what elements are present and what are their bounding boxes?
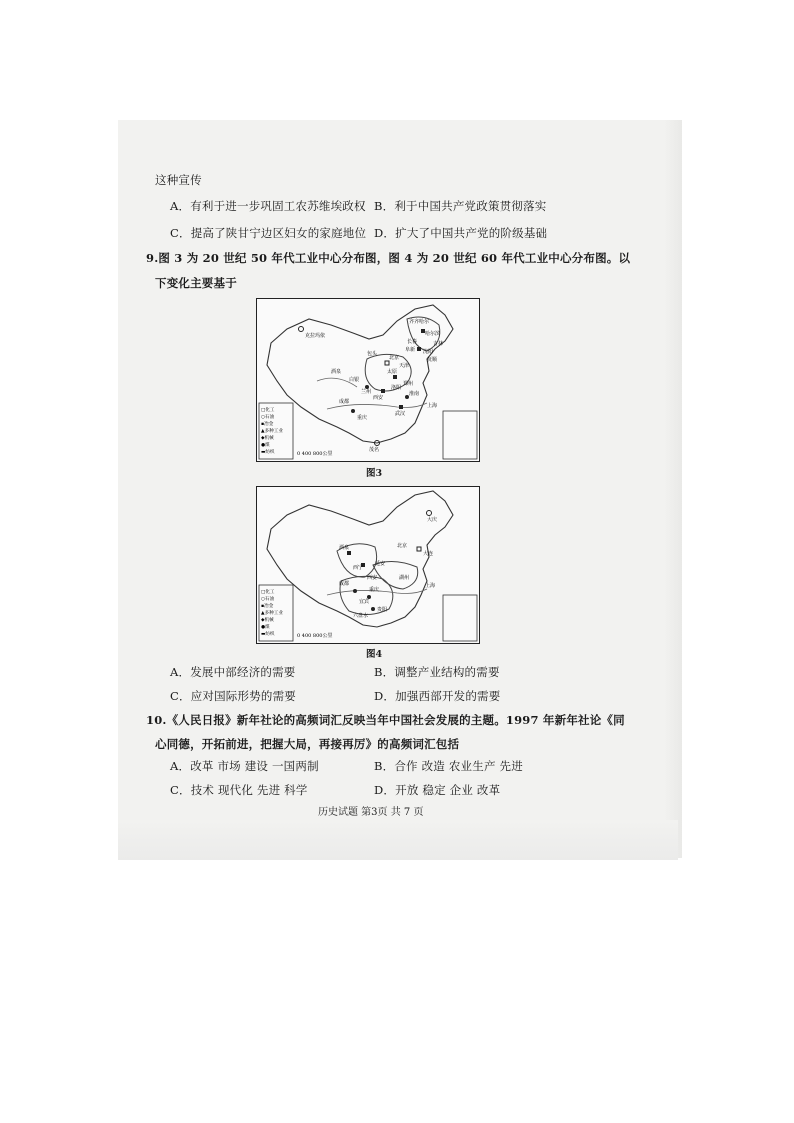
city-label-beijing: 北京 [389, 355, 400, 361]
city-label-baotou: 包头 [367, 351, 378, 357]
city-label-jiuquan: 酒泉 [339, 545, 350, 551]
q9-option-d: D．加强西部开发的需要 [374, 689, 501, 703]
city-label-jiuquan: 酒泉 [331, 369, 342, 375]
city-label-huainan: 淮南 [409, 391, 420, 397]
legend-item-coal: ●煤 [261, 625, 270, 630]
marker-karamay [299, 327, 304, 332]
city-label-baiyin: 白银 [349, 377, 360, 383]
city-label-qiqihar: 齐齐哈尔 [409, 319, 430, 325]
legend-item-multi-industry: ▲多种工业 [261, 429, 283, 434]
legend-item-textile: ▬纺织 [261, 450, 275, 455]
q9-stem-line2: 下变化主要基于 [155, 276, 237, 290]
marker-xian [381, 389, 385, 393]
south-sea-inset [443, 595, 477, 641]
legend-item-metallurgy: ▪冶金 [261, 422, 274, 427]
legend-item-chemical: □化工 [261, 590, 275, 595]
map-figure-4 [256, 486, 480, 644]
marker-guiyang [371, 607, 375, 611]
city-label-daqing: 大庆 [427, 517, 438, 523]
legend-item-multi-industry: ▲多种工业 [261, 611, 283, 616]
city-label-jilin: 吉林 [433, 341, 444, 347]
city-label-chongqing: 重庆 [357, 415, 368, 421]
q10-stem-line1: 10.《人民日报》新年社论的高频词汇反映当年中国社会发展的主题。1997 年新年社论《同 [146, 713, 625, 727]
page-footer: 历史试题 第3页 共 7 页 [318, 807, 424, 818]
scale-bar-label: 0 400 800公里 [297, 451, 333, 457]
q10-option-d: D．开放 稳定 企业 改革 [374, 783, 501, 797]
legend-item-coal: ●煤 [261, 443, 270, 448]
intro-line: 这种宣传 [155, 173, 202, 187]
scan-shadow-right [664, 120, 682, 858]
city-label-shanghai: 上海 [427, 403, 438, 409]
legend-item-machinery: ◆机械 [261, 436, 274, 441]
south-sea-inset [443, 411, 477, 459]
q8-option-a: A．有利于进一步巩固工农苏维埃政权 [170, 199, 366, 213]
city-label-huzhou: 湖州 [399, 575, 410, 581]
country-outline [267, 305, 453, 443]
china-map-1960s [257, 487, 479, 643]
city-label-chongqing: 重庆 [369, 587, 380, 593]
city-label-beijing: 北京 [397, 543, 408, 549]
city-label-taiyuan: 太原 [387, 369, 398, 375]
q10-stem-line2: 心同德，开拓前进，把握大局，再接再厉》的高频词汇包括 [155, 737, 460, 751]
city-label-harbin: 哈尔滨 [425, 331, 441, 337]
city-label-lanzhou: 兰州 [361, 389, 372, 395]
country-outline [267, 491, 453, 627]
scan-shadow-bottom [118, 820, 678, 860]
city-label-liupanshui: 六盘水 [353, 613, 369, 619]
legend-item-textile: ▬纺织 [261, 632, 275, 637]
city-label-guiyang: 贵阳 [377, 607, 388, 613]
legend-item-oil: ○石油 [261, 597, 275, 602]
marker-jiuquan [347, 551, 351, 555]
marker-daqing [427, 511, 432, 516]
q10-option-b: B．合作 改造 农业生产 先进 [374, 759, 523, 773]
marker-beijing [385, 361, 389, 365]
city-label-xining: 西宁 [353, 565, 364, 571]
city-label-wuhan: 武汉 [395, 411, 406, 417]
marker-wuhan [399, 405, 403, 409]
city-label-shenyang: 沈阳 [423, 349, 434, 355]
china-map-1950s [257, 299, 479, 461]
city-label-karamay: 克拉玛依 [305, 333, 326, 339]
city-label-zhengzhou: 郑州 [403, 381, 414, 387]
q9-option-a: A．发展中部经济的需要 [170, 665, 296, 679]
city-label-dalian: 大连 [423, 551, 434, 557]
legend-item-oil: ○石油 [261, 415, 275, 420]
city-label-chengdu: 成都 [339, 399, 350, 405]
q8-option-d: D．扩大了中国共产党的阶级基础 [374, 226, 548, 240]
city-label-fushun: 抚顺 [427, 357, 438, 363]
city-label-tianjin: 天津 [399, 363, 410, 369]
marker-shenyang [417, 347, 421, 351]
city-label-luoyang: 洛阳 [391, 385, 402, 391]
city-label-chengdu: 成都 [339, 581, 350, 587]
legend-item-metallurgy: ▪冶金 [261, 604, 274, 609]
q9-stem-line1: 9.图 3 为 20 世纪 50 年代工业中心分布图，图 4 为 20 世纪 60 年代工业中心分布图。以 [146, 251, 631, 265]
marker-chongqing [351, 409, 355, 413]
q9-option-c: C．应对国际形势的需要 [170, 689, 296, 703]
q8-option-c: C．提高了陕甘宁边区妇女的家庭地位 [170, 226, 367, 240]
legend-item-chemical: □化工 [261, 408, 275, 413]
marker-dalian [417, 547, 421, 551]
q9-option-b: B．调整产业结构的需要 [374, 665, 500, 679]
q10-option-a: A．改革 市场 建设 一国两制 [170, 759, 319, 773]
city-label-changchun: 长春 [407, 339, 418, 345]
city-label-xian: 西安 [373, 395, 384, 401]
city-label-shanghai: 上海 [425, 583, 436, 589]
city-label-maoming: 茂名 [369, 447, 380, 453]
city-label-fuxin: 阜新 [405, 347, 416, 353]
map-figure-3 [256, 298, 480, 462]
figure-4-caption: 图4 [366, 649, 383, 660]
q8-option-b: B．利于中国共产党政策贯彻落实 [374, 199, 547, 213]
legend-item-machinery: ◆机械 [261, 618, 274, 623]
city-label-yibin: 宜宾 [359, 599, 370, 605]
figure-3-caption: 图3 [366, 468, 383, 479]
marker-taiyuan [393, 375, 397, 379]
q10-option-c: C．技术 现代化 先进 科学 [170, 783, 308, 797]
city-label-xian: 西安 [367, 575, 378, 581]
city-label-yanan: 延安 [375, 561, 386, 567]
scale-bar-label: 0 400 800公里 [297, 633, 333, 639]
marker-chengdu [353, 589, 357, 593]
